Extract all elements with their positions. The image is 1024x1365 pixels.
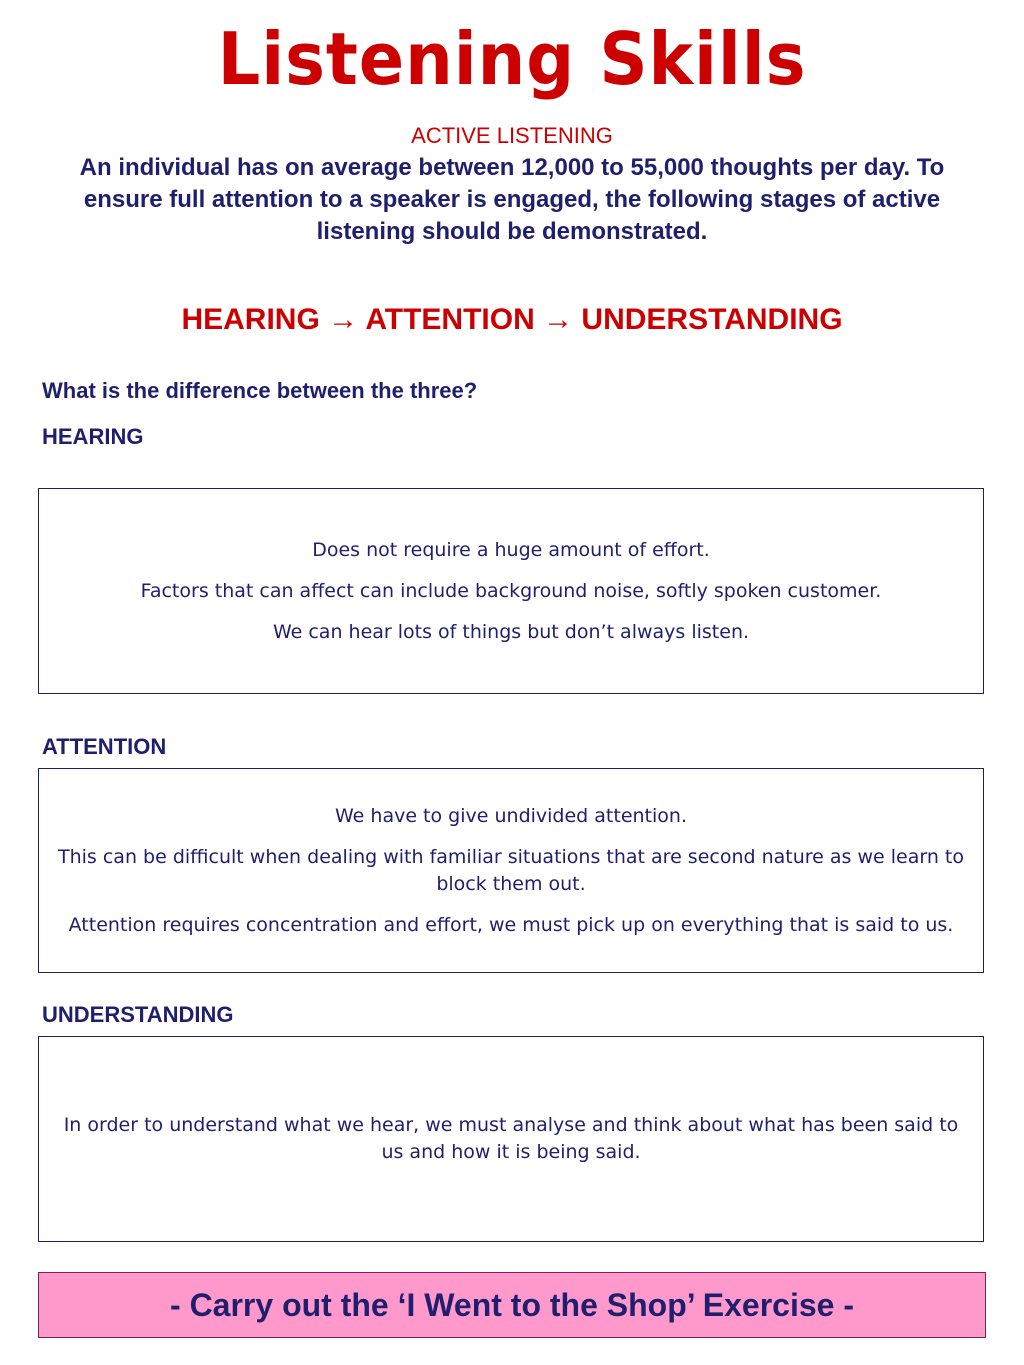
stages-heading: HEARING → ATTENTION → UNDERSTANDING: [181, 303, 843, 336]
hearing-line: We can hear lots of things but don’t always listen.: [272, 620, 750, 643]
intro-paragraph: An individual has on average between 12,000 to 55,000 thoughts per day. To ensure full attention to a speaker is engaged, the following stages of active listening should be demonstrated.: [79, 154, 945, 245]
attention-line: This can be difficult when dealing with familiar situations that are second nature as we learn to block them out.: [58, 845, 964, 895]
hearing-box: [38, 488, 984, 694]
subtitle: ACTIVE LISTENING: [411, 123, 613, 148]
section-label-hearing: HEARING: [42, 424, 144, 449]
hearing-line: Does not require a huge amount of effort.: [312, 538, 710, 561]
understanding-line: In order to understand what we hear, we must analyse and think about what has been said to us and how it is being said.: [63, 1114, 959, 1163]
question-heading: What is the difference between the three?: [42, 378, 478, 403]
exercise-banner: - Carry out the ‘I Went to the Shop’ Exercise -: [38, 1272, 986, 1338]
page-title: Listening Skills: [217, 17, 807, 101]
section-label-attention: ATTENTION: [42, 734, 167, 759]
hearing-line: Factors that can affect can include background noise, softly spoken customer.: [140, 579, 882, 602]
attention-line: We have to give undivided attention.: [335, 804, 687, 827]
attention-box: [38, 768, 984, 973]
section-label-understanding: UNDERSTANDING: [42, 1002, 234, 1027]
attention-line: Attention requires concentration and effort, we must pick up on everything that is said to us.: [68, 913, 954, 936]
understanding-box: [38, 1036, 984, 1242]
